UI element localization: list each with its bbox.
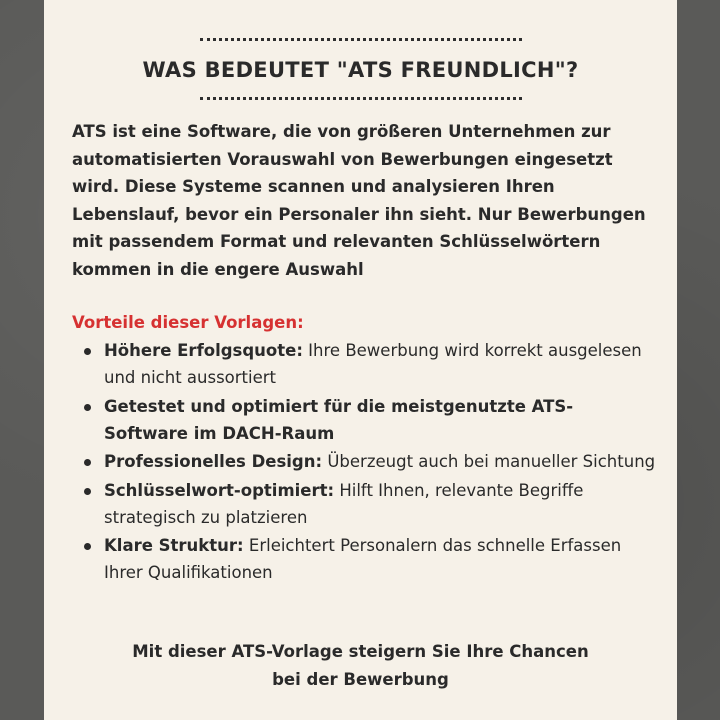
benefit-text: Hilft Ihnen, relevante Begriffe strategisch zu platzieren [104,480,584,527]
closing-statement [44,638,677,694]
closing-line: Mit dieser ATS-Vorlage steigern Sie Ihre Chancen [132,642,589,661]
benefit-text: Überzeugt auch bei manueller Sichtung [322,452,656,471]
benefit-item [72,337,656,391]
benefit-label: Klare Struktur: [104,536,244,555]
page-title: WAS BEDEUTET "ATS FREUNDLICH"? [142,58,579,82]
benefit-item [72,532,656,586]
benefit-text: Erleichtert Personalern das schnelle Erfassen Ihrer Qualifikationen [104,536,622,582]
benefits-list [72,337,656,588]
title-divider-bottom [200,97,522,100]
benefit-text: Ihre Bewerbung wird korrekt ausgelesen und nicht aussortiert [104,341,642,387]
closing-line: bei der Bewerbung [272,670,449,689]
title-divider-top [200,38,522,41]
bullet-icon [84,404,91,411]
bullet-icon [84,348,91,355]
benefit-label: Schlüsselwort-optimiert: [104,480,335,500]
benefit-item [72,393,656,447]
bullet-icon [84,459,91,466]
benefit-label: Getestet und optimiert für die meistgenutzte ATS-Software im DACH-Raum [104,396,574,443]
benefit-item [72,448,656,475]
bullet-icon [84,488,91,495]
benefit-label: Höhere Erfolgsquote: [104,341,303,360]
bullet-icon [84,543,91,550]
title-block [44,38,677,100]
benefit-item [72,477,656,531]
intro-paragraph: ATS ist eine Software, die von größeren Unternehmen zur automatisierten Vorauswahl von Bewerbungen eingesetzt wird. Diese Systeme scannen und analysieren Ihren Lebenslauf, bevor ein Personaler ihn sieht. Nur Bewerbungen mit passendem Format und relevanten Schlüsselwörtern kommen in die engere Auswahl [72,122,646,279]
info-card [44,0,677,720]
benefit-label: Professionelles Design: [104,452,323,471]
benefits-heading: Vorteile dieser Vorlagen: [72,313,304,332]
